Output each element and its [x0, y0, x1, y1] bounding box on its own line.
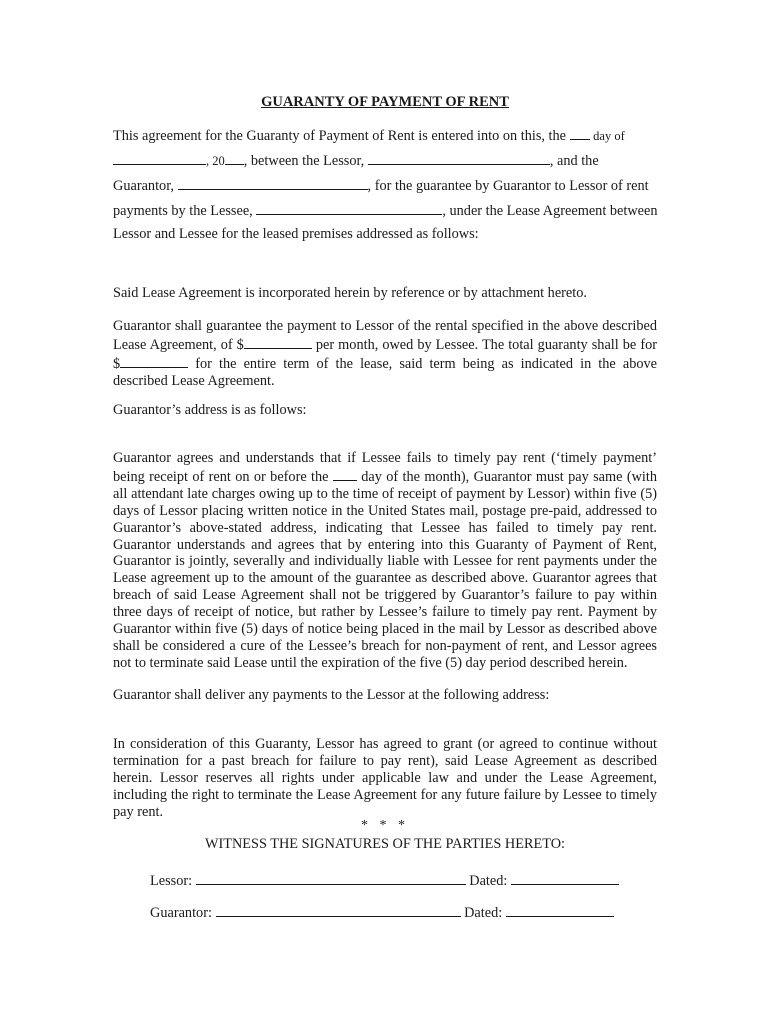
month-blank[interactable] — [113, 151, 206, 165]
lessor-signature-row — [150, 871, 619, 890]
intro-line-2 — [113, 151, 599, 170]
payment-terms-paragraph — [113, 450, 657, 672]
intro-text-4a: payments by the Lessee, — [113, 203, 253, 219]
lessor-signature-blank[interactable] — [196, 871, 466, 885]
guarantee-text-c: for the entire term of the lease, said term being as indicated in the above described Lease Agreement. — [113, 355, 658, 389]
intro-line-4 — [113, 201, 658, 220]
guarantor-signature-blank[interactable] — [216, 903, 461, 917]
guarantor-address-label: Guarantor’s address is as follows: — [113, 402, 307, 418]
guarantee-text-a: Guarantor shall guarantee the payment to Lessor of the rental specified in the above described Lease Agreement, of $ — [113, 318, 657, 353]
intro-line-1 — [113, 126, 625, 145]
total-guaranty-blank[interactable] — [120, 354, 188, 368]
guarantor-signature-row — [150, 903, 614, 922]
lessor-signature-label: Lessor: — [150, 873, 193, 889]
monthly-amount-blank[interactable] — [244, 335, 312, 349]
intro-text-1b: day of — [593, 129, 625, 143]
deliver-payments-paragraph: Guarantor shall deliver any payments to the Lessor at the following address: — [113, 687, 550, 703]
lessor-dated-label: Dated: — [469, 873, 508, 889]
intro-text-2a: , 20 — [206, 154, 225, 168]
main-text-a: Guarantor agrees and understands that if Lessee fails to timely pay rent (‘timely payment’ being receipt of rent on or before the — [113, 450, 657, 485]
intro-text-1a: This agreement for the Guaranty of Payment of Rent is entered into on this, the — [113, 128, 567, 144]
guarantee-text-b: per month, owed by Lessee. The total guaranty shall be for $ — [113, 336, 657, 372]
document-title: GUARANTY OF PAYMENT OF RENT — [261, 94, 509, 110]
guarantor-dated-label: Dated: — [464, 905, 503, 921]
main-text-b: day of the month), Guarantor must pay same (with all attendant late charges owing up to the time of receipt of payment by Lessor) within five (5) days of Lessor placing written notice in the United States mail, postage pre-paid, addressed to Guarantor’s above-stated address, indicating that Lessee has failed to timely pay rent. Guarantor understands and agrees that by entering into this Guaranty of Payment of Rent, Guarantor is jointly, severally and individually liable with Lessee for rent payments under the Lease agreement up to the amount of the guarantee as described above. Guarantor agrees that breach of said Lease Agreement shall not be triggered by Guarantor’s failure to pay within three days of receipt of notice, but rather by Lessee’s failure to timely pay rent. Payment by Guarantor within five (5) days of notice being placed in the mail by Lessor as described above shall be considered a cure of the Lessee’s breach for non-payment of rent, and Lessor agrees not to terminate said Lease until the expiration of the five (5) day period described herein. — [113, 468, 658, 671]
lessor-date-blank[interactable] — [511, 871, 619, 885]
guarantor-signature-label: Guarantor: — [150, 905, 212, 921]
guarantor-date-blank[interactable] — [506, 903, 614, 917]
intro-text-3b: , for the guarantee by Guarantor to Lessor of rent — [367, 178, 649, 194]
intro-text-2b: , between the Lessor, — [243, 153, 365, 169]
incorporated-paragraph: Said Lease Agreement is incorporated herein by reference or by attachment hereto. — [113, 285, 587, 301]
witness-heading: WITNESS THE SIGNATURES OF THE PARTIES HERETO: — [204, 836, 566, 852]
day-blank[interactable] — [570, 126, 590, 140]
year-blank[interactable] — [225, 151, 244, 165]
guarantee-amount-paragraph — [113, 318, 657, 390]
guarantor-name-blank[interactable] — [178, 176, 368, 190]
intro-text-3a: Guarantor, — [113, 178, 174, 194]
due-day-blank[interactable] — [333, 467, 357, 481]
consideration-paragraph: In consideration of this Guaranty, Lessor has agreed to grant (or agreed to continue without termination for a past breach for failure to pay rent), said Lease Agreement as described herein. Lessor reserves all rights under applicable law and under the Lease Agreement, including the right to terminate the Lease Agreement for any future failure by Lessee to timely pay rent. — [113, 736, 657, 820]
intro-line-3 — [113, 176, 649, 195]
intro-text-2c: , and the — [549, 153, 599, 169]
intro-text-4b: , under the Lease Agreement between — [442, 203, 658, 219]
lessor-name-blank[interactable] — [368, 151, 550, 165]
intro-line-5: Lessor and Lessee for the leased premises addressed as follows: — [113, 226, 479, 242]
section-separator: * * * — [361, 818, 409, 833]
lessee-name-blank[interactable] — [256, 201, 442, 215]
